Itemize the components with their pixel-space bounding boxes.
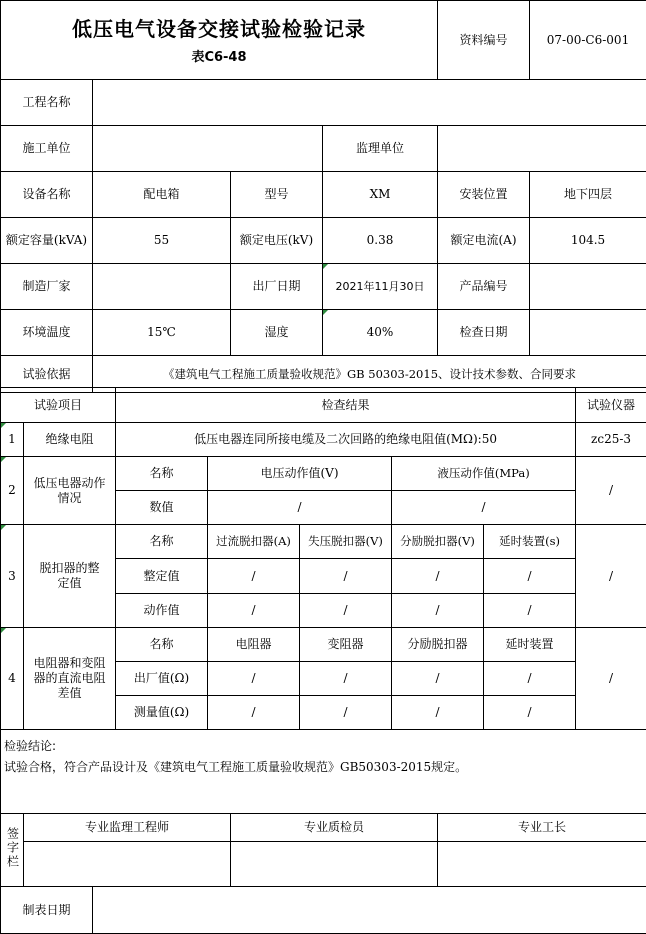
factory-date-label: 出厂日期 xyxy=(231,264,323,310)
row3-header-delay: 延时装置(s) xyxy=(484,525,576,559)
humidity-value[interactable]: 40% xyxy=(323,310,438,356)
equipment-name-label: 设备名称 xyxy=(1,172,93,218)
model-value[interactable]: XM xyxy=(323,172,438,218)
row3-header-overcurrent: 过流脱扣器(A) xyxy=(208,525,300,559)
form-number: 表C6-48 xyxy=(1,50,437,65)
row4-factory-value[interactable]: / xyxy=(484,661,576,695)
row3-no: 3 xyxy=(1,525,24,627)
inspection-date-value[interactable] xyxy=(530,310,646,356)
signature-column-label: 签字栏 xyxy=(5,827,20,869)
project-name-label: 工程名称 xyxy=(1,80,93,126)
rated-current-value[interactable]: 104.5 xyxy=(530,218,646,264)
row3-action-value[interactable]: / xyxy=(484,593,576,627)
date-value[interactable] xyxy=(93,887,646,934)
supervisor-label: 监理单位 xyxy=(323,126,438,172)
humidity-label: 湿度 xyxy=(231,310,323,356)
inspection-date-label: 检查日期 xyxy=(438,310,530,356)
row1-no: 1 xyxy=(1,423,24,457)
product-no-label: 产品编号 xyxy=(438,264,530,310)
doc-no-label: 资料编号 xyxy=(438,1,530,80)
row1-result[interactable]: 低压电器连同所接电缆及二次回路的绝缘电阻值(MΩ):50 xyxy=(116,423,576,457)
row3-header-shunt: 分励脱扣器(V) xyxy=(392,525,484,559)
row2-voltage-value[interactable]: / xyxy=(208,491,392,525)
row4-measured-value[interactable]: / xyxy=(392,695,484,729)
contractor-value[interactable] xyxy=(93,126,323,172)
row2-instrument[interactable]: / xyxy=(576,457,646,525)
product-no-value[interactable] xyxy=(530,264,646,310)
row3-setting-value[interactable]: / xyxy=(300,559,392,593)
row3-header-name: 名称 xyxy=(116,525,208,559)
row2-header-name: 名称 xyxy=(116,457,208,491)
row1-item: 绝缘电阻 xyxy=(24,423,116,457)
row3-action-value[interactable]: / xyxy=(392,593,484,627)
rated-capacity-label: 额定容量(kVA) xyxy=(1,218,93,264)
row2-value-label: 数值 xyxy=(116,491,208,525)
col-result-header: 检查结果 xyxy=(116,388,576,423)
test-table xyxy=(0,387,646,730)
ambient-temp-label: 环境温度 xyxy=(1,310,93,356)
row2-hydraulic-value[interactable]: / xyxy=(392,491,576,525)
equipment-name-value[interactable]: 配电箱 xyxy=(93,172,231,218)
row4-measured-label: 测量值(Ω) xyxy=(116,695,208,729)
row3-action-value[interactable]: / xyxy=(208,593,300,627)
row2-no: 2 xyxy=(1,457,24,525)
conclusion-text: 试验合格，符合产品设计及《建筑电气工程施工质量验收规范》GB50303-2015规定。 xyxy=(4,757,646,778)
quality-inspector-label: 专业质检员 xyxy=(231,814,438,842)
row3-setting-value[interactable]: / xyxy=(484,559,576,593)
col-item-header: 试验项目 xyxy=(1,388,116,423)
basis-label: 试验依据 xyxy=(1,356,93,393)
install-location-label: 安装位置 xyxy=(438,172,530,218)
info-table xyxy=(0,0,646,393)
row4-factory-value[interactable]: / xyxy=(300,661,392,695)
supervisor-value[interactable] xyxy=(438,126,646,172)
row4-header-shunt: 分励脱扣器 xyxy=(392,627,484,661)
row3-instrument[interactable]: / xyxy=(576,525,646,627)
quality-inspector-signature[interactable] xyxy=(231,842,438,887)
row3-setting-value[interactable]: / xyxy=(392,559,484,593)
supervising-engineer-label: 专业监理工程师 xyxy=(24,814,231,842)
row4-measured-value[interactable]: / xyxy=(484,695,576,729)
row4-factory-value[interactable]: / xyxy=(392,661,484,695)
model-label: 型号 xyxy=(231,172,323,218)
row4-factory-value[interactable]: / xyxy=(208,661,300,695)
install-location-value[interactable]: 地下四层 xyxy=(530,172,646,218)
bottom-table xyxy=(0,729,646,934)
doc-no-value: 07-00-C6-001 xyxy=(530,1,646,80)
manufacturer-label: 制造厂家 xyxy=(1,264,93,310)
rated-voltage-value[interactable]: 0.38 xyxy=(323,218,438,264)
rated-current-label: 额定电流(A) xyxy=(438,218,530,264)
supervising-engineer-signature[interactable] xyxy=(24,842,231,887)
row4-header-delay: 延时装置 xyxy=(484,627,576,661)
row4-factory-label: 出厂值(Ω) xyxy=(116,661,208,695)
row3-action-value[interactable]: / xyxy=(300,593,392,627)
row3-setting-label: 整定值 xyxy=(116,559,208,593)
row2-item: 低压电器动作情况 xyxy=(24,457,116,525)
row3-setting-value[interactable]: / xyxy=(208,559,300,593)
row4-no: 4 xyxy=(1,627,24,729)
row4-measured-value[interactable]: / xyxy=(208,695,300,729)
ambient-temp-value[interactable]: 15℃ xyxy=(93,310,231,356)
row4-header-rheostat: 变阻器 xyxy=(300,627,392,661)
row1-instrument[interactable]: zc25-3 xyxy=(576,423,646,457)
row4-measured-value[interactable]: / xyxy=(300,695,392,729)
col-instrument-header: 试验仪器 xyxy=(576,388,646,423)
row4-header-resistor: 电阻器 xyxy=(208,627,300,661)
date-label: 制表日期 xyxy=(1,887,93,934)
page-title: 低压电气设备交接试验检验记录 xyxy=(1,16,437,42)
rated-capacity-value[interactable]: 55 xyxy=(93,218,231,264)
factory-date-value[interactable]: 2021年11月30日 xyxy=(323,264,438,310)
rated-voltage-label: 额定电压(kV) xyxy=(231,218,323,264)
contractor-label: 施工单位 xyxy=(1,126,93,172)
title-cell xyxy=(1,1,438,80)
signature-column xyxy=(1,814,24,887)
row3-item: 脱扣器的整定值 xyxy=(24,525,116,627)
row3-action-label: 动作值 xyxy=(116,593,208,627)
basis-value[interactable]: 《建筑电气工程施工质量验收规范》GB 50303-2015、设计技术参数、合同要求 xyxy=(93,356,646,393)
foreman-signature[interactable] xyxy=(438,842,646,887)
project-name-value[interactable] xyxy=(93,80,646,126)
conclusion-cell[interactable] xyxy=(1,730,646,814)
row4-item: 电阻器和变阻器的直流电阻差值 xyxy=(24,627,116,729)
row2-header-hydraulic: 液压动作值(MPa) xyxy=(392,457,576,491)
conclusion-label: 检验结论: xyxy=(4,736,646,757)
foreman-label: 专业工长 xyxy=(438,814,646,842)
manufacturer-value[interactable] xyxy=(93,264,231,310)
row4-instrument[interactable]: / xyxy=(576,627,646,729)
row2-header-voltage: 电压动作值(V) xyxy=(208,457,392,491)
row3-header-undervoltage: 失压脱扣器(V) xyxy=(300,525,392,559)
row4-header-name: 名称 xyxy=(116,627,208,661)
